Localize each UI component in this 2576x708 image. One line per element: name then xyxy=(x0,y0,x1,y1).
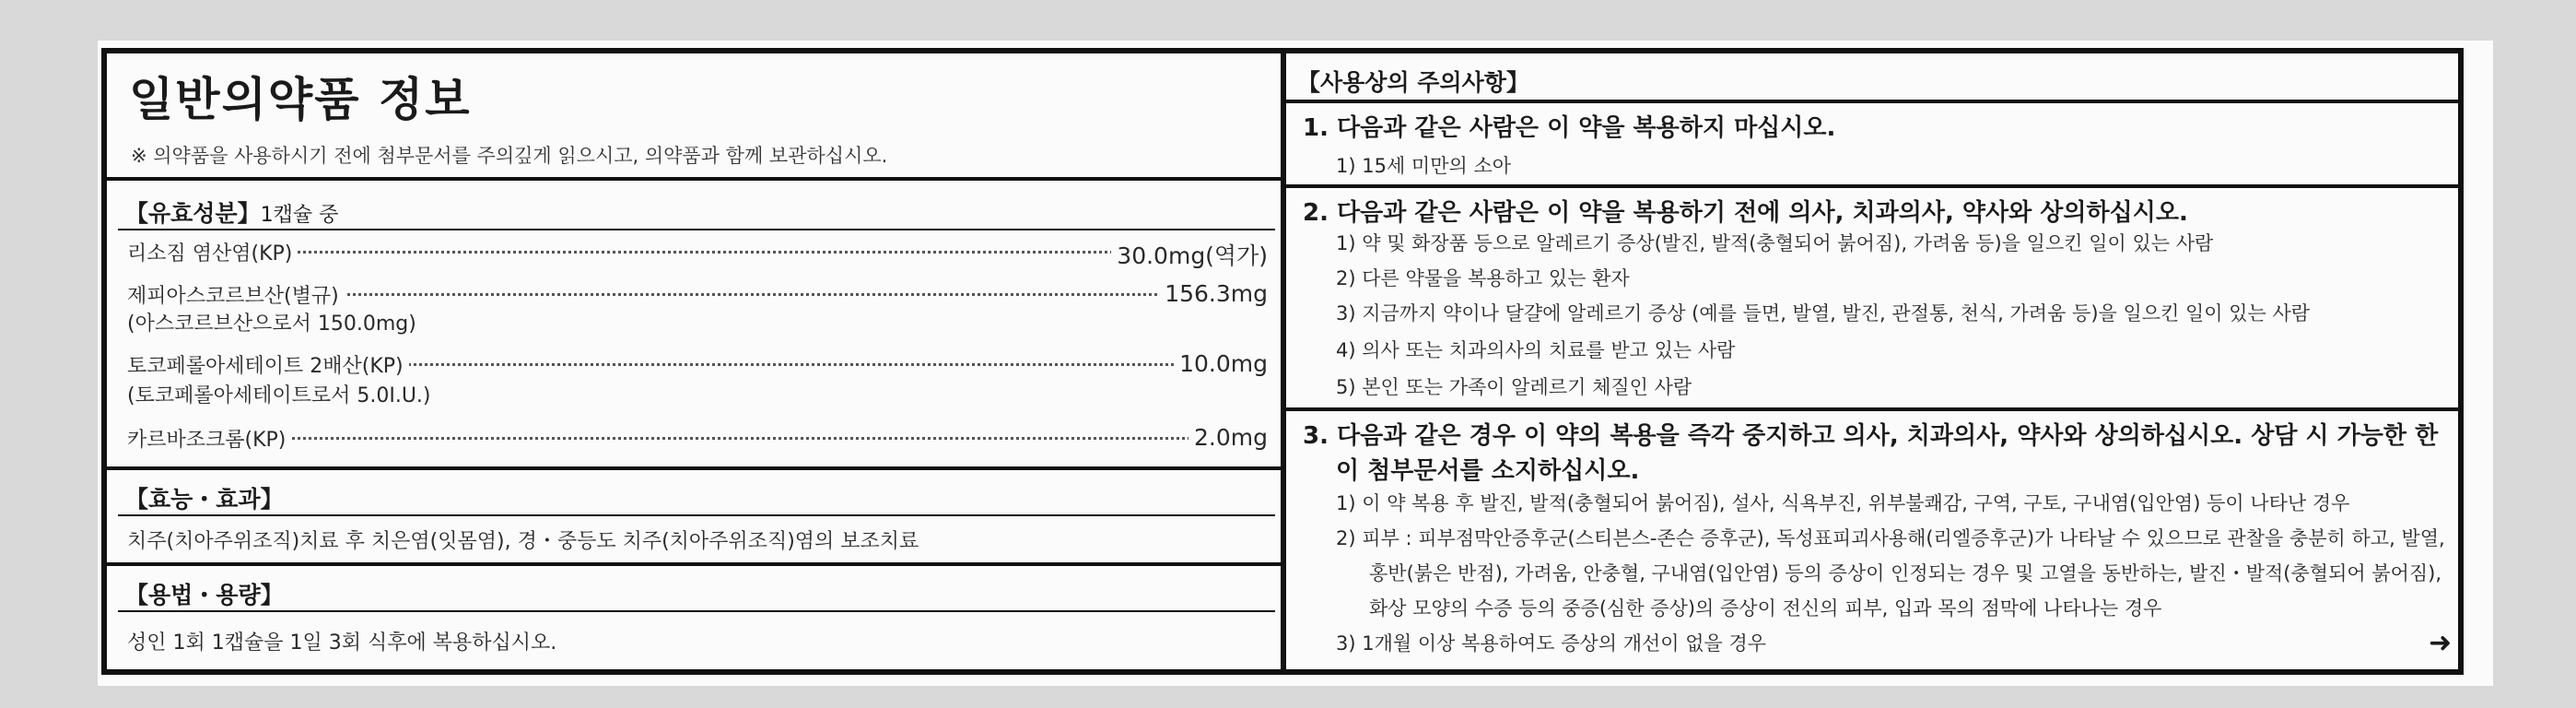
divider xyxy=(107,177,1281,181)
precaution-item: 3) 지금까지 약이나 달걀에 알레르기 증상 (예를 들면, 발열, 발진, 관절통, 천식, 가려움 등)을 일으킨 일이 있는 사람 xyxy=(1336,302,2311,324)
divider xyxy=(118,610,1275,612)
precaution-item: 1) 이 약 복용 후 발진, 발적(충혈되어 붉어짐), 설사, 식욕부진, 위부불쾌감, 구역, 구토, 구내염(입안염) 등이 나타난 경우 xyxy=(1336,492,2350,514)
precaution-item: 1) 약 및 화장품 등으로 알레르기 증상(발진, 발적(충혈되어 붉어짐), 가려움 등)을 일으킨 일이 있는 사람 xyxy=(1336,232,2214,254)
ingredient-row: 제피아스코르브산(별규) 156.3mg xyxy=(127,280,1268,308)
precaution-item: 2) 피부 : 피부점막안증후군(스티븐스-존슨 증후군), 독성표피괴사용해(리엘증후군)가 나타날 수 있으므로 관찰을 충분히 하고, 발열, xyxy=(1336,527,2445,549)
ingredient-note: (토코페롤아세테이트로서 5.0I.U.) xyxy=(127,384,431,407)
precaution-item: 화상 모양의 수증 등의 중증(심한 증상)의 증상이 전신의 피부, 입과 목의 점막에 나타나는 경우 xyxy=(1369,597,2162,620)
ingredient-row: 리소짐 염산염(KP) 30.0mg(역가) xyxy=(127,238,1268,267)
precaution-item: 5) 본인 또는 가족이 알레르기 체질인 사람 xyxy=(1336,376,1692,398)
precaution-item: 2) 다른 약물을 복용하고 있는 환자 xyxy=(1336,267,1630,289)
precaution-section-title: 1. 다음과 같은 사람은 이 약을 복용하지 마십시오. xyxy=(1303,114,1836,142)
precaution-item: 3) 1개월 이상 복용하여도 증상의 개선이 없을 경우 xyxy=(1336,632,1767,655)
divider xyxy=(1286,407,2458,411)
efficacy-heading: 【효능・효과】 xyxy=(125,486,284,513)
dosage-heading: 【용법・용량】 xyxy=(125,582,284,608)
continue-arrow-icon: ➜ xyxy=(2429,627,2453,659)
divider xyxy=(1286,184,2458,188)
divider xyxy=(107,466,1281,470)
divider xyxy=(118,514,1275,516)
precaution-section-title: 이 첨부문서를 소지하십시오. xyxy=(1336,457,1640,485)
precaution-item: 1) 15세 미만의 소아 xyxy=(1336,155,1512,177)
precaution-item: 홍반(붉은 반점), 가려움, 안충혈, 구내염(입안염) 등의 증상이 인정되는 경우 및 고열을 동반하는, 발진・발적(충혈되어 붉어짐), xyxy=(1369,562,2442,584)
ingredients-heading: 【유효성분】1캡슐 중 xyxy=(125,200,339,227)
column-divider xyxy=(1281,48,1286,675)
page-title: 일반의약품 정보 xyxy=(129,73,472,126)
divider xyxy=(107,562,1281,566)
dosage-text: 성인 1회 1캡슐을 1일 3회 식후에 복용하십시오. xyxy=(127,631,557,655)
divider xyxy=(1286,100,2458,103)
precaution-section-title: 3. 다음과 같은 경우 이 약의 복용을 즉각 중지하고 의사, 치과의사, 약사와 상의하십시오. 상담 시 가능한 한 xyxy=(1303,422,2439,450)
ingredient-row: 토코페롤아세테이트 2배산(KP) 10.0mg xyxy=(127,350,1268,378)
divider xyxy=(118,229,1275,230)
efficacy-text: 치주(치아주위조직)치료 후 치은염(잇몸염), 경・중등도 치주(치아주위조직)염의 보조치료 xyxy=(127,530,919,553)
precaution-item: 4) 의사 또는 치과의사의 치료를 받고 있는 사람 xyxy=(1336,339,1736,361)
ingredient-row: 카르바조크롬(KP) 2.0mg xyxy=(127,424,1268,452)
storage-notice: ※ 의약품을 사용하시기 전에 첨부문서를 주의깊게 읽으시고, 의약품과 함께 보관하십시오. xyxy=(131,145,888,167)
precautions-heading: 【사용상의 주의사항】 xyxy=(1297,69,1529,96)
precaution-section-title: 2. 다음과 같은 사람은 이 약을 복용하기 전에 의사, 치과의사, 약사와 상의하십시오. xyxy=(1303,199,2188,227)
ingredient-note: (아스코르브산으로서 150.0mg) xyxy=(127,313,416,336)
